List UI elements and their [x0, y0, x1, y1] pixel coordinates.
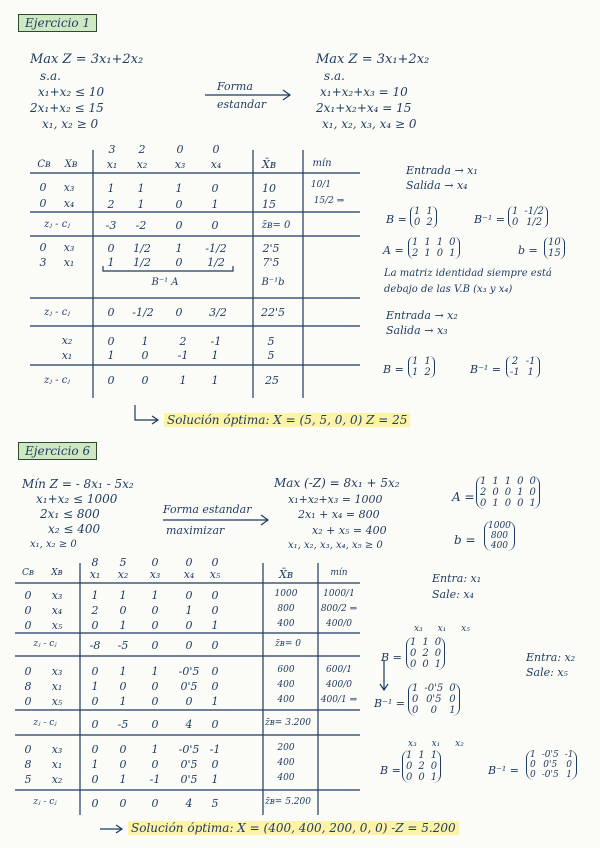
matrix-row: 1 1: [414, 206, 433, 217]
ex6-matrix-B-inverse-2: [526, 750, 577, 780]
a-x4: 1: [211, 198, 219, 211]
matrix-row: 1 -1/2: [512, 206, 544, 217]
a-x1: 1: [91, 758, 99, 771]
a-x3: 2: [179, 335, 187, 348]
xb-value: 800: [277, 604, 295, 614]
xb-value: 5: [267, 349, 275, 362]
ex1-label-A: A =: [383, 244, 404, 257]
a-x3: 0: [151, 758, 159, 771]
header-x3: x₃: [174, 158, 186, 171]
matrix-B-inverse-2: [506, 356, 540, 378]
matrix-B-2: [408, 356, 435, 378]
col-head: x₁: [431, 739, 441, 749]
matrix-row: 0 1/2: [512, 217, 543, 228]
zj-cj-label: zⱼ - cⱼ: [33, 797, 57, 807]
a-x1: 0: [91, 773, 99, 786]
ex6-label-B: B =: [381, 651, 402, 664]
a-x4: 0: [185, 589, 193, 602]
z-x2: -2: [135, 219, 147, 232]
header-xb: Xʙ: [51, 568, 63, 578]
ex6-label-Binv2: B⁻¹ =: [488, 764, 520, 777]
a-x4: 1: [185, 604, 193, 617]
z-x3: 0: [175, 219, 183, 232]
header-x2: x₂: [136, 158, 148, 171]
header-min: mín: [330, 568, 348, 578]
a-x4: 0: [185, 695, 193, 708]
cb: 3: [39, 256, 47, 269]
ex6-note-entra: Entra: x₁: [432, 572, 482, 585]
cj-4: 0: [212, 143, 220, 156]
matrix-row: 15: [548, 248, 561, 259]
header-x4: x₄: [210, 158, 222, 171]
sa-label: s.a.: [324, 69, 345, 83]
a-x3: -1: [149, 773, 161, 786]
cj-value: 0: [151, 556, 159, 569]
ex1-note-entrada-2: Entrada → x₂: [386, 309, 458, 322]
xb: x₁: [51, 680, 63, 693]
matrix-row: 2 -1: [511, 356, 536, 367]
ex6-arrow-label-1: Forma estandar: [163, 503, 252, 516]
z-x5: 5: [211, 797, 219, 810]
ex1-solution: [164, 413, 410, 427]
constraint-nonneg: x₁, x₂, x₃, x₄, x₅ ≥ 0: [288, 540, 383, 551]
a-x5: 0: [211, 758, 219, 771]
xb: x₅: [51, 695, 63, 708]
header-x5: x₅: [209, 568, 221, 581]
a-x5: 1: [211, 695, 219, 708]
xb: x₃: [63, 181, 75, 194]
a-x1: 0: [91, 665, 99, 678]
constraint-1: x₁+x₂ ≤ 10: [38, 85, 105, 99]
constraint-1: x₁+x₂+x₃ = 1000: [288, 492, 383, 506]
ratio: 15/2 ⇒: [313, 196, 345, 206]
ex6-note-sale-2: Sale: x₅: [526, 666, 568, 679]
matrix-row: 400: [490, 541, 509, 551]
cj-value: 0: [185, 556, 193, 569]
cb: 0: [24, 695, 32, 708]
header-xb-bar: X̄ʙ: [278, 568, 294, 581]
ex1-label-b: b =: [518, 244, 538, 257]
xb: x₃: [51, 743, 63, 756]
constraint-nonneg: x₁, x₂ ≥ 0: [30, 539, 77, 550]
z-x1: 0: [91, 797, 99, 810]
ex1-note-identity-2: debajo de las V.B (x₃ y x₄): [384, 284, 513, 295]
label-binv-b: B⁻¹b: [261, 277, 285, 288]
xb-value: 2'5: [262, 242, 280, 255]
ex6-B1-heads: [414, 624, 470, 634]
zj-cj-label: zⱼ - cⱼ: [44, 219, 70, 230]
z-x3: 0: [151, 718, 159, 731]
a-x2: 0: [141, 349, 149, 362]
constraint-3: x₂ + x₅ = 400: [312, 523, 387, 537]
constraint-3: x₂ ≤ 400: [48, 522, 101, 536]
a-x1: 2: [107, 198, 115, 211]
ex1-note-entrada: Entrada → x₁: [406, 164, 478, 177]
z-x2: 0: [141, 374, 149, 387]
xb-value: 400: [277, 773, 295, 783]
header-x2: x₂: [117, 568, 129, 581]
ex6-label-Binv: B⁻¹ =: [374, 697, 406, 710]
cj-3: 0: [176, 143, 184, 156]
a-x2: 1: [119, 619, 127, 632]
matrix-row: 0 0 1: [410, 659, 442, 670]
cb: 0: [24, 619, 32, 632]
a-x4: 0'5: [180, 773, 198, 786]
cj-1: 3: [108, 143, 116, 156]
cj-value: 0: [211, 556, 219, 569]
xb-value: 600: [277, 665, 295, 675]
a-x3: 0: [151, 604, 159, 617]
xb-value: 7'5: [262, 256, 280, 269]
matrix-row: 1 1: [412, 356, 431, 367]
solution-text: Solución óptima: X = (5, 5, 0, 0) Z = 25: [164, 413, 410, 427]
a-x3: 1: [175, 182, 183, 195]
constraint-2: 2x₁ + x₄ = 800: [298, 508, 380, 521]
matrix-row: 1 1 1: [406, 750, 438, 761]
matrix-row: 0 2 0: [410, 648, 442, 659]
header-cb: Cʙ: [37, 159, 51, 170]
constraint-nonneg: x₁, x₂, x₃, x₄ ≥ 0: [322, 117, 417, 131]
cb: 8: [24, 680, 32, 693]
ratio: 10/1: [310, 180, 332, 190]
constraint-1: x₁+x₂ ≤ 1000: [36, 492, 118, 506]
xb-value: 10: [262, 182, 276, 195]
xb: x₃: [51, 589, 63, 602]
a-x3: 1: [151, 743, 159, 756]
xb-value: 1000: [274, 589, 298, 599]
xb: x₂: [51, 773, 63, 786]
zj-cj-label: zⱼ - cⱼ: [33, 639, 57, 649]
z-x4: 4: [185, 797, 193, 810]
cb: 0: [39, 197, 47, 210]
a-x1: 0: [91, 695, 99, 708]
col-head: x₃: [408, 739, 417, 749]
z-x3: 0: [151, 639, 159, 652]
xb: x₁: [63, 256, 75, 269]
z-x3: 1: [179, 374, 187, 387]
a-x5: 1: [211, 619, 219, 632]
header-x1: x₁: [106, 158, 118, 171]
ex6-arrow-label-2: maximizar: [166, 524, 225, 537]
a-x1: 1: [107, 256, 115, 269]
a-x4: 1/2: [207, 256, 225, 269]
matrix-B: [410, 206, 437, 228]
xb: x₁: [51, 758, 63, 771]
z-x4: 4: [185, 718, 193, 731]
xb-value: 200: [277, 743, 295, 753]
z-x2: 0: [119, 797, 127, 810]
matrix-row: 2 1 0 1: [412, 248, 456, 259]
a-x4: 0: [211, 182, 219, 195]
a-x2: 0: [119, 758, 127, 771]
z-x2: -5: [117, 639, 129, 652]
a-x1: 1: [107, 349, 115, 362]
ex6-label-B2: B =: [380, 764, 401, 777]
ratio: 600/1: [326, 665, 352, 675]
a-x2: 1: [119, 589, 127, 602]
label-binv-a: B⁻¹ A: [151, 277, 179, 288]
matrix-row: 0 0 1: [412, 705, 456, 716]
a-x3: 1: [151, 589, 159, 602]
constraint-2: 2x₁ ≤ 800: [40, 507, 100, 521]
cb: 0: [24, 604, 32, 617]
solution-text: Solución óptima: X = (400, 400, 200, 0, 0) -Z = 5.200: [128, 821, 459, 835]
a-x1: 0: [107, 242, 115, 255]
header-x3: x₃: [149, 568, 161, 581]
cb: 8: [24, 758, 32, 771]
cb: 0: [39, 181, 47, 194]
matrix-row: 0 2 0: [406, 761, 438, 772]
ex6-B2-heads: [408, 739, 464, 749]
a-x4: 0'5: [180, 680, 198, 693]
cb: 0: [39, 241, 47, 254]
constraint-1: x₁+x₂+x₃ = 10: [320, 85, 408, 99]
ratio: 400/1 ⇒: [320, 695, 358, 705]
constraint-2: 2x₁+x₂ ≤ 15: [30, 101, 104, 115]
xb: x₃: [51, 665, 63, 678]
a-x2: 0: [119, 604, 127, 617]
ex6-matrix-A: [476, 476, 540, 509]
ex6-note-sale: Sale: x₄: [432, 588, 474, 601]
z-x4: 0: [185, 639, 193, 652]
a-x4: -0'5: [178, 665, 200, 678]
a-x2: 1: [119, 773, 127, 786]
xb-value: 15: [262, 198, 276, 211]
zj-cj-label: zⱼ - cⱼ: [44, 375, 70, 386]
a-x3: 1: [175, 242, 183, 255]
xb: x₄: [63, 197, 75, 210]
ex6-label-b: b =: [454, 533, 476, 547]
a-x1: 0: [107, 335, 115, 348]
ex6-matrix-B: [406, 637, 445, 670]
ex1-note-identity-1: La matriz identidad siempre está: [384, 268, 552, 279]
header-min: mín: [312, 158, 332, 169]
col-head: x₃: [414, 624, 423, 634]
z-x3: 0: [151, 797, 159, 810]
xb-value: 400: [277, 758, 295, 768]
ex6-label-A: A =: [452, 490, 475, 504]
z-x4: 3/2: [209, 306, 227, 319]
col-head: x₅: [461, 624, 470, 634]
ex1-label-Binv: B⁻¹ =: [474, 213, 506, 226]
ex6-note-entra-2: Entra: x₂: [526, 651, 576, 664]
header-x1: x₁: [89, 568, 101, 581]
ex1-note-salida-2: Salida → x₃: [386, 324, 448, 337]
xb-value: 400: [277, 619, 295, 629]
a-x2: 1: [119, 665, 127, 678]
header-xb-bar: X̄ʙ: [261, 158, 277, 171]
xb: x₅: [51, 619, 63, 632]
z-value: z̄ʙ= 0: [275, 639, 301, 649]
ex1-label-Binv2: B⁻¹ =: [470, 363, 502, 376]
objective: Mín Z = - 8x₁ - 5x₂: [22, 477, 134, 491]
ratio: 800/2 ⇒: [320, 604, 358, 614]
xb-value: 400: [277, 695, 295, 705]
z-value: z̄ʙ= 3.200: [265, 718, 311, 728]
z-x1: -3: [105, 219, 117, 232]
exercise-1-title: Ejercicio 1: [18, 14, 97, 32]
a-x3: 0: [151, 619, 159, 632]
constraint-2: 2x₁+x₂+x₄ = 15: [316, 101, 412, 115]
cj-2: 2: [138, 143, 146, 156]
matrix-row: 1 2: [412, 367, 431, 378]
xb-value: 5: [267, 335, 275, 348]
matrix-row: 0 0 1: [406, 772, 438, 783]
matrix-row: 1 1 1 0: [412, 237, 456, 248]
vector-b: [544, 237, 565, 259]
exercise-6-title: Ejercicio 6: [18, 442, 97, 460]
ex6-matrix-B-inverse: [408, 683, 460, 716]
a-x1: 1: [91, 589, 99, 602]
a-x2: 1/2: [133, 256, 151, 269]
a-x4: 1: [211, 349, 219, 362]
ex6-solution: [128, 821, 459, 835]
matrix-row: 0 2: [414, 217, 433, 228]
matrix-B-inverse: [508, 206, 548, 228]
ex1-label-B2: B =: [383, 363, 404, 376]
col-head: x₁: [437, 624, 447, 634]
a-x3: 0: [151, 680, 159, 693]
a-x4: -1: [210, 335, 222, 348]
z-x1: 0: [107, 374, 115, 387]
a-x1: 2: [91, 604, 99, 617]
xb: x₁: [61, 349, 73, 362]
a-x1: 0: [91, 743, 99, 756]
a-x1: 0: [91, 619, 99, 632]
matrix-row: 0 1 0 0 1: [480, 498, 536, 509]
header-x4: x₄: [183, 568, 195, 581]
z-value: z̄ʙ= 0: [261, 220, 291, 231]
z-value: 25: [265, 374, 279, 387]
matrix-row: 0 0'5 0: [530, 760, 572, 770]
ex1-label-B: B =: [386, 213, 407, 226]
a-x3: -1: [177, 349, 189, 362]
z-x4: 0: [211, 219, 219, 232]
header-xb: Xʙ: [64, 159, 78, 170]
matrix-row: 1 1 0: [410, 637, 442, 648]
cb: 5: [24, 773, 32, 786]
ratio: 400/0: [326, 619, 352, 629]
sa-label: s.a.: [40, 69, 61, 83]
matrix-row: 10: [548, 237, 561, 248]
ex6-matrix-B-2: [402, 750, 441, 783]
a-x2: 0: [119, 680, 127, 693]
a-x5: 0: [211, 589, 219, 602]
matrix-row: -1 1: [510, 367, 534, 378]
a-x3: 1: [151, 665, 159, 678]
a-x2: 0: [119, 743, 127, 756]
xb: x₄: [51, 604, 63, 617]
matrix-row: 0 0'5 0: [412, 694, 456, 705]
constraint-nonneg: x₁, x₂ ≥ 0: [42, 117, 99, 131]
ratio: 400/0: [326, 680, 352, 690]
a-x3: 0: [175, 256, 183, 269]
zj-cj-label: zⱼ - cⱼ: [33, 718, 57, 728]
a-x4: -1/2: [205, 242, 227, 255]
ex6-problem-standard: [274, 476, 400, 554]
ratio: 1000/1: [323, 589, 355, 599]
a-x5: 0: [211, 665, 219, 678]
a-x1: 1: [91, 680, 99, 693]
z-x1: 0: [91, 718, 99, 731]
header-cb: Cʙ: [22, 568, 34, 578]
a-x5: 1: [211, 773, 219, 786]
matrix-row: 800: [490, 531, 509, 541]
xb-value: 400: [277, 680, 295, 690]
z-x1: 0: [107, 306, 115, 319]
cb: 0: [24, 589, 32, 602]
z-x4: 1: [211, 374, 219, 387]
objective: Max Z = 3x₁+2x₂: [30, 52, 144, 67]
cb: 0: [24, 743, 32, 756]
ex1-arrow-label-2: estandar: [217, 98, 267, 111]
z-value: 22'5: [260, 306, 286, 319]
a-x2: 1: [137, 198, 145, 211]
col-head: x₂: [455, 739, 464, 749]
cj-value: 8: [91, 556, 99, 569]
z-x5: 0: [211, 639, 219, 652]
z-x2: -1/2: [132, 306, 154, 319]
matrix-row: 0 -0'5 1: [530, 770, 572, 780]
z-x2: -5: [117, 718, 129, 731]
a-x2: 1/2: [133, 242, 151, 255]
matrix-A: [408, 237, 460, 259]
a-x4: -0'5: [178, 743, 200, 756]
matrix-row: 1 1 1 0 0: [480, 476, 536, 487]
objective: Max Z = 3x₁+2x₂: [316, 52, 430, 67]
a-x2: 1: [141, 335, 149, 348]
objective: Max (-Z) = 8x₁ + 5x₂: [274, 476, 400, 490]
a-x3: 0: [151, 695, 159, 708]
a-x5: -1: [209, 743, 221, 756]
ex1-arrow-label-1: Forma: [217, 80, 253, 93]
z-x5: 0: [211, 718, 219, 731]
a-x5: 0: [211, 604, 219, 617]
xb: x₃: [63, 241, 75, 254]
a-x4: 0: [185, 619, 193, 632]
matrix-row: 1 -0'5 -1: [530, 750, 574, 760]
a-x2: 1: [119, 695, 127, 708]
a-x3: 0: [175, 198, 183, 211]
a-x1: 1: [107, 182, 115, 195]
ex6-problem-original: [22, 477, 134, 552]
matrix-row: 1000: [488, 521, 511, 531]
ex1-note-salida: Salida → x₄: [406, 179, 468, 192]
z-x3: 0: [175, 306, 183, 319]
matrix-row: 1 -0'5 0: [412, 683, 456, 694]
cb: 0: [24, 665, 32, 678]
xb: x₂: [61, 334, 73, 347]
a-x2: 1: [137, 182, 145, 195]
cj-value: 5: [119, 556, 127, 569]
z-x1: -8: [89, 639, 101, 652]
a-x5: 0: [211, 680, 219, 693]
z-value: z̄ʙ= 5.200: [265, 797, 311, 807]
a-x4: 0'5: [180, 758, 198, 771]
zj-cj-label: zⱼ - cⱼ: [44, 307, 70, 318]
ex6-vector-b: [484, 521, 515, 551]
matrix-row: 2 0 0 1 0: [480, 487, 536, 498]
